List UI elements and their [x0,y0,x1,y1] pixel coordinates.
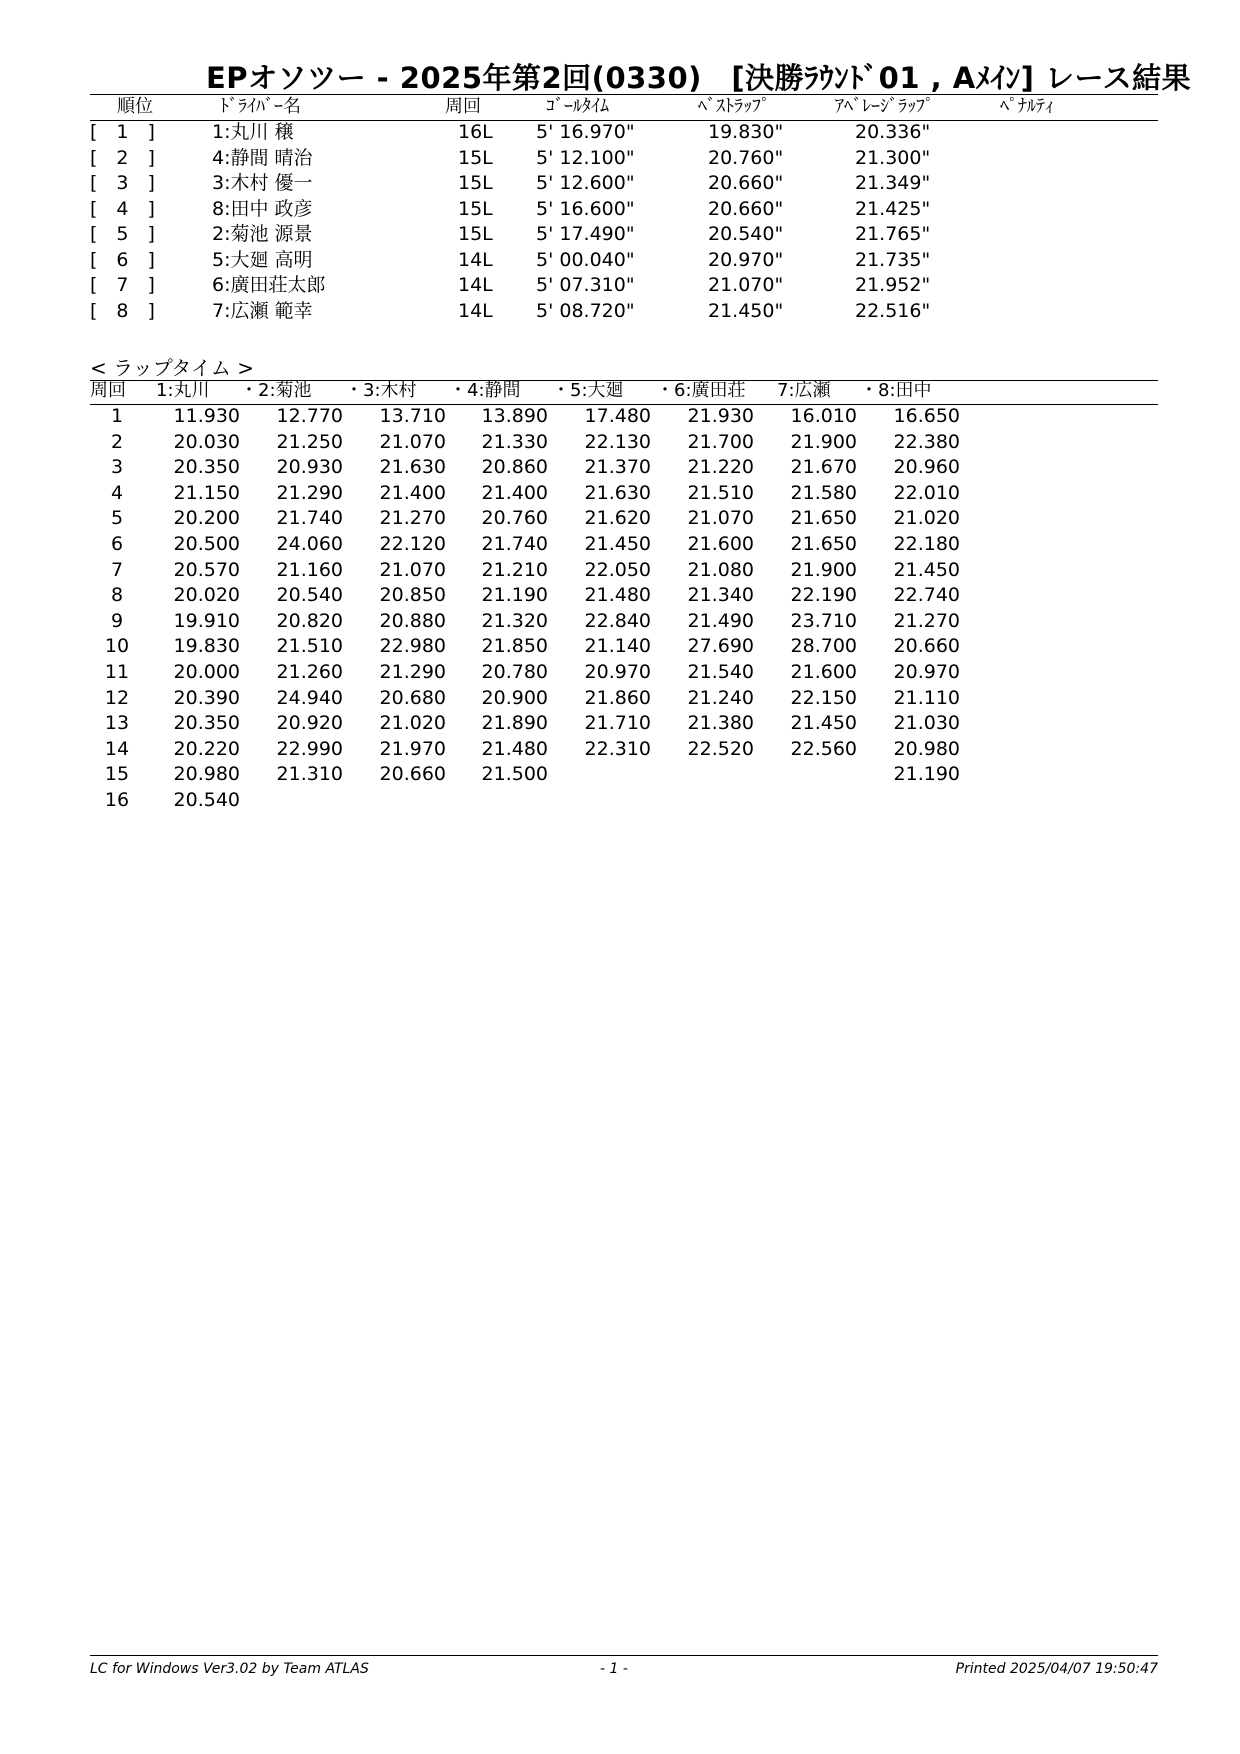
lap-number: 8 [110,584,124,607]
lap-number: 5 [110,507,124,530]
results-cell-goal: 5' 00.040" [536,248,635,271]
lap-header-cell: 1:丸川 [156,380,210,401]
lap-time-cell: 20.030 [173,430,240,453]
lap-time-cell: 21.450 [584,533,651,555]
page-title: EPオソツー - 2025年第2回(0330) [決勝ﾗｳﾝﾄﾞ01 , Aﾒｲﾝ] レース結果 [206,61,1192,95]
results-cell-avg: 21.425" [855,197,931,220]
lap-time-cell: 21.210 [481,558,548,581]
results-cell-rank: [ 7 ] [90,274,155,296]
lap-time-cell: 20.970 [584,661,651,683]
lap-time-cell: 22.150 [790,686,857,709]
lap-number: 11 [104,661,130,683]
lap-time-cell: 17.480 [584,405,651,427]
lap-time-cell: 16.010 [790,405,857,427]
lap-time-cell: 21.270 [893,609,960,632]
lap-time-cell: 19.830 [173,635,240,658]
lap-time-cell: 20.850 [379,584,446,607]
lap-time-cell: 21.110 [893,686,960,709]
results-cell-best: 20.760" [708,146,784,169]
lap-time-cell: 20.350 [173,712,240,735]
lap-time-cell: 21.370 [584,456,651,479]
lap-time-cell: 20.820 [276,609,343,632]
lap-number: 13 [104,712,130,735]
results-cell-driver: 8:田中 政彦 [212,197,313,220]
results-cell-laps: 15L [458,172,493,194]
results-header-cell: 周回 [445,96,481,117]
lap-time-cell: 20.200 [173,507,240,530]
lap-time-cell: 21.510 [276,635,343,658]
lap-time-cell: 20.000 [173,661,240,683]
lap-time-cell: 27.690 [687,635,754,658]
lap-time-cell: 21.600 [687,533,754,555]
results-cell-best: 19.830" [708,121,784,143]
lap-time-cell: 21.250 [276,430,343,453]
lap-time-cell: 20.980 [173,763,240,786]
lap-header-cell: ・4:静間 [449,380,521,401]
results-cell-best: 20.970" [708,248,784,271]
lap-number: 10 [104,635,130,658]
lap-number: 16 [104,789,130,811]
lap-time-cell: 21.900 [790,558,857,581]
results-cell-avg: 21.952" [855,274,931,296]
lap-time-cell: 20.760 [481,507,548,530]
lap-time-cell: 20.680 [379,686,446,709]
lap-time-cell: 20.660 [379,763,446,786]
lap-time-cell: 21.630 [584,481,651,504]
lap-time-cell: 21.480 [481,737,548,760]
lap-time-cell: 21.240 [687,686,754,709]
results-cell-avg: 22.516" [855,299,931,322]
results-cell-goal: 5' 07.310" [536,274,635,296]
lap-time-cell: 16.650 [893,405,960,427]
results-header-cell: ﾍﾞｽﾄﾗｯﾌﾟ [698,96,770,117]
lap-time-cell: 20.970 [893,661,960,683]
lap-time-cell: 20.020 [173,584,240,607]
lap-time-cell: 11.930 [173,405,240,427]
lap-time-cell: 13.710 [379,405,446,427]
lap-section-title: < ラップタイム > [90,356,255,380]
lap-time-cell: 21.030 [893,712,960,735]
lap-time-cell: 22.180 [893,533,960,555]
results-cell-rank: [ 4 ] [90,197,155,220]
results-cell-rank: [ 1 ] [90,121,155,143]
lap-time-cell: 21.740 [276,507,343,530]
results-cell-avg: 21.349" [855,172,931,194]
results-header-cell: ﾍﾟﾅﾙﾃｨ [1000,96,1054,117]
lap-time-cell: 21.070 [379,558,446,581]
results-header-cell: ﾄﾞﾗｲﾊﾞｰ名 [220,96,301,117]
lap-time-cell: 21.020 [379,712,446,735]
results-cell-goal: 5' 16.970" [536,121,635,143]
lap-time-cell: 21.480 [584,584,651,607]
results-cell-goal: 5' 08.720" [536,299,635,322]
lap-number: 9 [110,609,124,632]
lap-time-cell: 23.710 [790,609,857,632]
lap-time-cell: 22.980 [379,635,446,658]
lap-time-cell: 22.050 [584,558,651,581]
results-cell-laps: 15L [458,223,493,245]
lap-time-cell: 21.310 [276,763,343,786]
lap-time-cell: 21.080 [687,558,754,581]
lap-time-cell: 21.630 [379,456,446,479]
lap-time-cell: 21.450 [893,558,960,581]
results-cell-best: 21.450" [708,299,784,322]
footer-divider [90,1655,1158,1656]
results-cell-rank: [ 6 ] [90,248,155,271]
lap-time-cell: 22.520 [687,737,754,760]
results-cell-driver: 3:木村 優一 [212,172,313,194]
lap-time-cell: 20.500 [173,533,240,555]
results-cell-goal: 5' 16.600" [536,197,635,220]
lap-time-cell: 21.540 [687,661,754,683]
lap-time-cell: 20.390 [173,686,240,709]
lap-time-cell: 21.650 [790,533,857,555]
footer-software: LC for Windows Ver3.02 by Team ATLAS [90,1661,369,1677]
lap-time-cell: 20.540 [173,789,240,811]
lap-time-cell: 20.570 [173,558,240,581]
lap-time-cell: 21.900 [790,430,857,453]
lap-time-cell: 21.260 [276,661,343,683]
results-header-cell: ｺﾞｰﾙﾀｲﾑ [546,96,609,117]
results-cell-laps: 14L [458,274,493,296]
lap-time-cell: 21.620 [584,507,651,530]
lap-header-cell: ・6:廣田荘 [656,380,746,401]
results-cell-laps: 14L [458,299,493,322]
results-cell-driver: 2:菊池 源景 [212,223,313,245]
lap-time-cell: 24.060 [276,533,343,555]
lap-time-cell: 21.490 [687,609,754,632]
lap-number: 3 [110,456,124,479]
results-cell-goal: 5' 12.100" [536,146,635,169]
lap-time-cell: 21.070 [687,507,754,530]
lap-time-cell: 21.290 [379,661,446,683]
results-cell-laps: 14L [458,248,493,271]
lap-time-cell: 22.740 [893,584,960,607]
lap-time-cell: 24.940 [276,686,343,709]
results-cell-best: 21.070" [708,274,784,296]
lap-time-cell: 20.960 [893,456,960,479]
lap-time-cell: 22.990 [276,737,343,760]
lap-header-cell: 周回 [90,380,126,401]
results-cell-avg: 21.735" [855,248,931,271]
lap-number: 14 [104,737,130,760]
lap-time-cell: 21.510 [687,481,754,504]
results-cell-avg: 21.765" [855,223,931,245]
lap-time-cell: 21.190 [481,584,548,607]
lap-number: 7 [110,558,124,581]
results-cell-goal: 5' 12.600" [536,172,635,194]
lap-time-cell: 20.900 [481,686,548,709]
lap-time-cell: 21.320 [481,609,548,632]
lap-time-cell: 22.120 [379,533,446,555]
lap-time-cell: 20.920 [276,712,343,735]
lap-time-cell: 21.270 [379,507,446,530]
results-cell-driver: 1:丸川 穣 [212,121,294,143]
results-cell-driver: 7:広瀬 範幸 [212,299,313,322]
lap-time-cell: 20.220 [173,737,240,760]
lap-time-cell: 21.600 [790,661,857,683]
lap-time-cell: 21.150 [173,481,240,504]
lap-time-cell: 22.310 [584,737,651,760]
lap-time-cell: 22.840 [584,609,651,632]
lap-time-cell: 22.190 [790,584,857,607]
lap-time-cell: 21.450 [790,712,857,735]
lap-time-cell: 21.140 [584,635,651,658]
lap-time-cell: 21.500 [481,763,548,786]
lap-time-cell: 20.660 [893,635,960,658]
footer-page-number: - 1 - [600,1661,628,1677]
footer-printed-date: Printed 2025/04/07 19:50:47 [955,1661,1158,1677]
lap-time-cell: 21.710 [584,712,651,735]
lap-time-cell: 21.400 [481,481,548,504]
results-cell-rank: [ 8 ] [90,299,155,322]
results-cell-laps: 15L [458,197,493,220]
lap-time-cell: 21.850 [481,635,548,658]
lap-time-cell: 20.930 [276,456,343,479]
lap-time-cell: 21.290 [276,481,343,504]
results-cell-rank: [ 5 ] [90,223,155,245]
lap-time-cell: 21.160 [276,558,343,581]
results-cell-avg: 20.336" [855,121,931,143]
lap-time-cell: 22.130 [584,430,651,453]
results-cell-best: 20.660" [708,172,784,194]
lap-time-cell: 20.350 [173,456,240,479]
lap-time-cell: 21.890 [481,712,548,735]
lap-time-cell: 20.980 [893,737,960,760]
lap-time-cell: 21.650 [790,507,857,530]
lap-header-cell: ・3:木村 [345,380,417,401]
lap-time-cell: 22.380 [893,430,960,453]
lap-time-cell: 21.330 [481,430,548,453]
lap-header-cell: 7:広瀬 [777,380,831,401]
lap-number: 12 [104,686,130,709]
lap-header-cell: ・5:大廻 [552,380,624,401]
lap-time-cell: 20.880 [379,609,446,632]
lap-number: 1 [110,405,124,427]
results-cell-best: 20.660" [708,197,784,220]
results-cell-laps: 16L [458,121,493,143]
results-cell-best: 20.540" [708,223,784,245]
lap-time-cell: 12.770 [276,405,343,427]
lap-time-cell: 21.020 [893,507,960,530]
lap-header-cell: ・2:菊池 [240,380,312,401]
results-cell-goal: 5' 17.490" [536,223,635,245]
lap-header-cell: ・8:田中 [860,380,932,401]
lap-time-cell: 21.070 [379,430,446,453]
results-cell-driver: 5:大廻 高明 [212,248,313,271]
lap-time-cell: 13.890 [481,405,548,427]
results-cell-driver: 4:静間 晴治 [212,146,313,169]
lap-time-cell: 22.560 [790,737,857,760]
lap-time-cell: 21.970 [379,737,446,760]
results-cell-avg: 21.300" [855,146,931,169]
lap-time-cell: 21.220 [687,456,754,479]
results-cell-rank: [ 3 ] [90,172,155,194]
lap-number: 6 [110,533,124,555]
lap-time-cell: 28.700 [790,635,857,658]
lap-time-cell: 21.340 [687,584,754,607]
lap-number: 4 [110,481,124,504]
lap-time-cell: 19.910 [173,609,240,632]
lap-time-cell: 20.780 [481,661,548,683]
lap-time-cell: 20.540 [276,584,343,607]
lap-time-cell: 20.860 [481,456,548,479]
lap-time-cell: 21.190 [893,763,960,786]
lap-time-cell: 21.400 [379,481,446,504]
results-header-cell: ｱﾍﾞﾚｰｼﾞﾗｯﾌﾟ [835,96,934,117]
lap-time-cell: 21.670 [790,456,857,479]
lap-number: 15 [104,763,130,786]
lap-number: 2 [110,430,124,453]
lap-time-cell: 21.930 [687,405,754,427]
results-cell-laps: 15L [458,146,493,169]
lap-time-cell: 21.700 [687,430,754,453]
lap-time-cell: 22.010 [893,481,960,504]
lap-time-cell: 21.380 [687,712,754,735]
lap-time-cell: 21.740 [481,533,548,555]
results-header-cell: 順位 [117,96,153,117]
results-cell-rank: [ 2 ] [90,146,155,169]
lap-time-cell: 21.580 [790,481,857,504]
results-cell-driver: 6:廣田荘太郎 [212,274,326,296]
lap-time-cell: 21.860 [584,686,651,709]
